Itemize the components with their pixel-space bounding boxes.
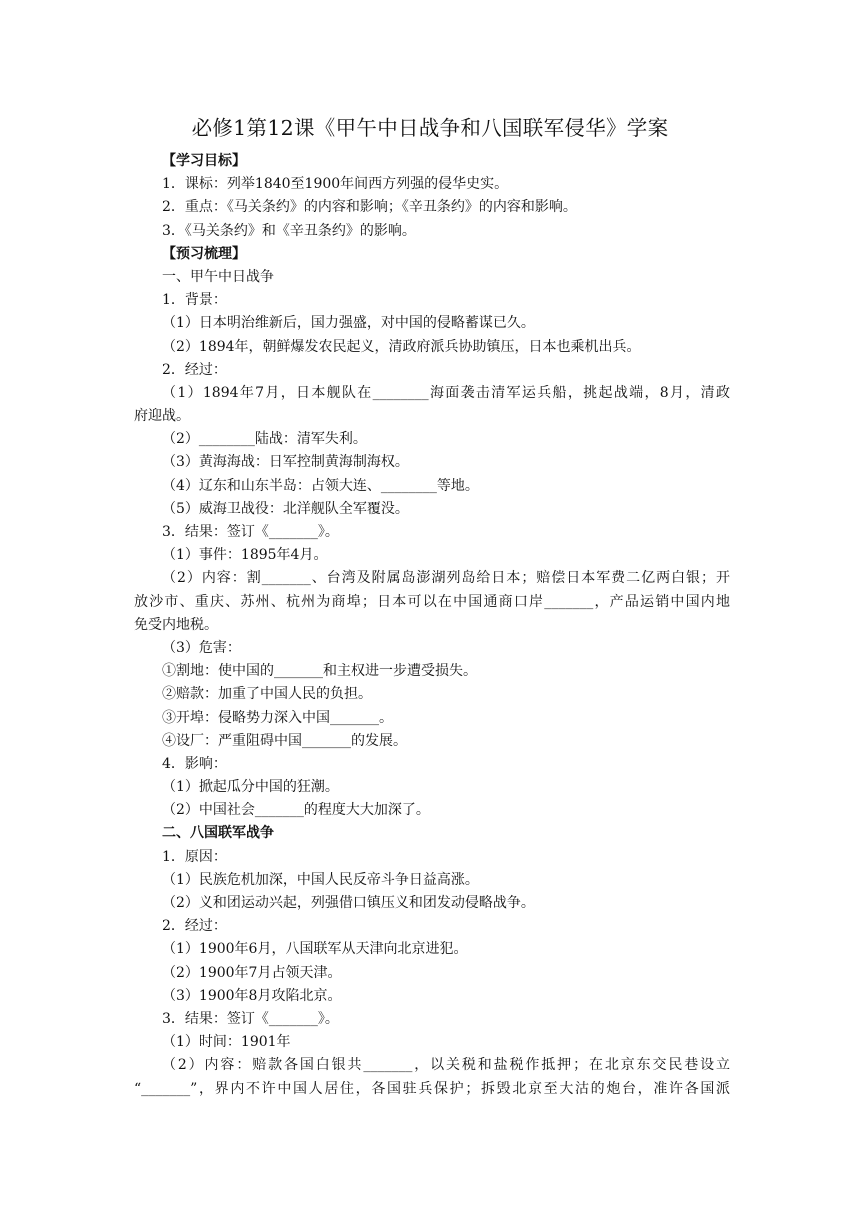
section-heading: 二、八国联军战争 [162,825,274,842]
text-line: （2）________陆战：清军失利。 [162,431,367,448]
section-heading: 【预习梳理】 [162,245,246,262]
text-line: （4）辽东和山东半岛：占领大连、________等地。 [162,477,479,494]
text-line: ①割地：使中国的_______和主权进一步遭受损失。 [162,663,477,680]
text-line: 4．影响： [162,755,227,772]
text-line: （2）1900年7月占领天津。 [162,964,342,981]
text-line: 1．课标：列举1840至1900年间西方列强的侵华史实。 [162,176,509,193]
text-line: （1）事件：1895年4月。 [162,547,328,564]
text-line: 放沙市、重庆、苏州、杭州为商埠；日本可以在中国通商口岸_______，产品运销中国内地 [134,593,730,610]
text-line: 1．背景： [162,292,227,309]
text-line: 3．结果：签订《_______》。 [162,524,339,540]
text-line: ④设厂：严重阻碍中国_______的发展。 [162,732,407,749]
text-line: 3．《马关条约》和《辛丑条约》的影响。 [162,222,416,239]
text-line: （2）内容：割_______、台湾及附属岛澎湖列岛给日本；赔偿日本军费二亿两白银；开 [162,570,730,587]
text-line: ③开埠：侵略势力深入中国_______。 [162,709,393,726]
text-line: （3）危害： [162,639,241,656]
document-body [134,150,730,1101]
text-line: 2．经过： [162,918,227,935]
text-line: 一、甲午中日战争 [162,268,274,285]
text-line: 2．重点：《马关条约》的内容和影响；《辛丑条约》的内容和影响。 [162,199,577,216]
text-line: （2）1894年，朝鲜爆发农民起义，清政府派兵协助镇压，日本也乘机出兵。 [162,338,641,355]
page-title: 必修1第12课《甲午中日战争和八国联军侵华》学案 [191,116,669,140]
text-line: （1）日本明治维新后，国力强盛，对中国的侵略蓄谋已久。 [162,315,535,332]
text-line: （5）威海卫战役：北洋舰队全军覆没。 [162,500,409,517]
text-line: （1）掀起瓜分中国的狂潮。 [162,779,339,796]
text-line: 府迎战。 [134,408,190,425]
text-line: （1）民族危机加深，中国人民反帝斗争日益高涨。 [162,871,479,888]
text-line: （3）黄海海战：日军控制黄海制海权。 [162,454,409,471]
text-line: （2）内容：赔款各国白银共_______，以关税和盐税作抵押；在北京东交民巷设立 [162,1057,730,1074]
text-line: ②赔款：加重了中国人民的负担。 [162,686,372,703]
text-line: （2）义和团运动兴起，列强借口镇压义和团发动侵略战争。 [162,895,535,911]
text-line: “_______”，界内不许中国人居住，各国驻兵保护；拆毁北京至大沽的炮台，准许各国派 [134,1080,730,1097]
text-line: 2．经过： [162,361,227,378]
text-line: （3）1900年8月攻陷北京。 [162,987,342,1004]
text-line: 3．结果：签订《_______》。 [162,1010,339,1027]
text-line: （2）中国社会_______的程度大大加深了。 [162,802,430,819]
section-heading: 【学习目标】 [162,153,246,169]
text-line: （1）1894年7月，日本舰队在________海面袭击清军运兵船，挑起战端，8月，清政 [162,384,730,401]
text-line: （1）1900年6月，八国联军从天津向北京进犯。 [162,941,468,958]
text-line: （1）时间：1901年 [162,1034,291,1051]
text-line: 免受内地税。 [134,616,218,633]
text-line: 1．原因： [162,848,227,865]
